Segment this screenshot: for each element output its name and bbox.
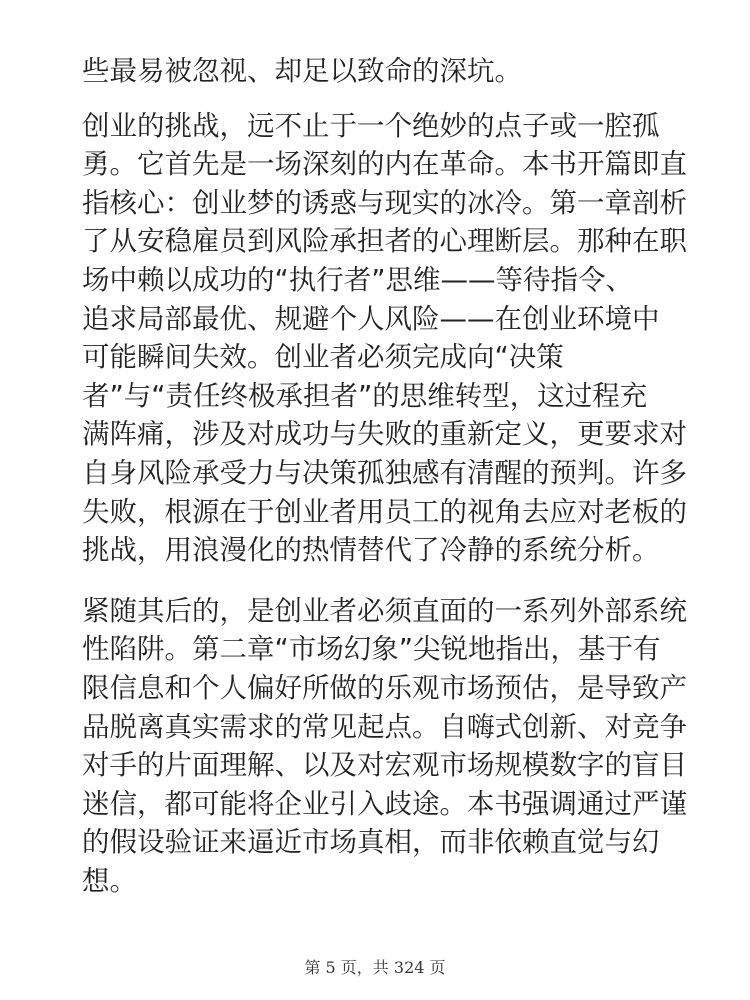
text-line: 些最易被忽视、却足以致命的深坑。 [82, 55, 522, 87]
text-line: 性陷阱。第二章“市场幻象”尖锐地指出，基于有 [82, 633, 661, 666]
text-line: 了从安稳雇员到风险承担者的心理断层。那种在职 [82, 225, 687, 258]
paragraph [82, 592, 687, 901]
text-line: 品脱离真实需求的常见起点。自嗨式创新、对竞争 [82, 710, 687, 743]
document-body [82, 52, 687, 900]
text-line: 想。 [82, 864, 137, 897]
text-line: 自身风险承受力与决策孤独感有清醒的预判。许多 [82, 456, 687, 489]
text-line: 对手的片面理解、以及对宏观市场规模数字的盲目 [82, 749, 687, 782]
text-line: 创业的挑战，远不止于一个绝妙的点子或一腔孤 [82, 109, 660, 142]
text-line: 迷信，都可能将企业引入歧途。本书强调通过严谨 [82, 787, 687, 820]
text-line: 限信息和个人偏好所做的乐观市场预估，是导致产 [82, 671, 687, 704]
paragraph [82, 52, 670, 91]
text-line: 场中赖以成功的“执行者”思维——等待指令、 [82, 263, 633, 296]
text-line: 可能瞬间失效。创业者必须完成向“决策 [82, 341, 564, 374]
text-line: 指核心：创业梦的诱惑与现实的冰冷。第一章剖析 [82, 186, 687, 219]
text-line: 追求局部最优、规避个人风险——在创业环境中 [82, 302, 660, 335]
text-line: 挑战，用浪漫化的热情替代了冷静的系统分析。 [82, 534, 660, 567]
page-number-footer: 第 5 页，共 324 页 [304, 958, 446, 977]
paragraph [82, 107, 687, 570]
text-line: 满阵痛，涉及对成功与失败的重新定义，更要求对 [82, 418, 687, 451]
text-line: 失败，根源在于创业者用员工的视角去应对老板的 [82, 495, 687, 528]
text-line: 勇。它首先是一场深刻的内在革命。本书开篇即直 [82, 148, 687, 181]
text-line: 者”与“责任终极承担者”的思维转型，这过程充 [82, 379, 648, 412]
text-line: 紧随其后的，是创业者必须直面的一系列外部系统 [82, 594, 687, 627]
text-line: 的假设验证来逼近市场真相，而非依赖直觉与幻 [82, 826, 660, 859]
